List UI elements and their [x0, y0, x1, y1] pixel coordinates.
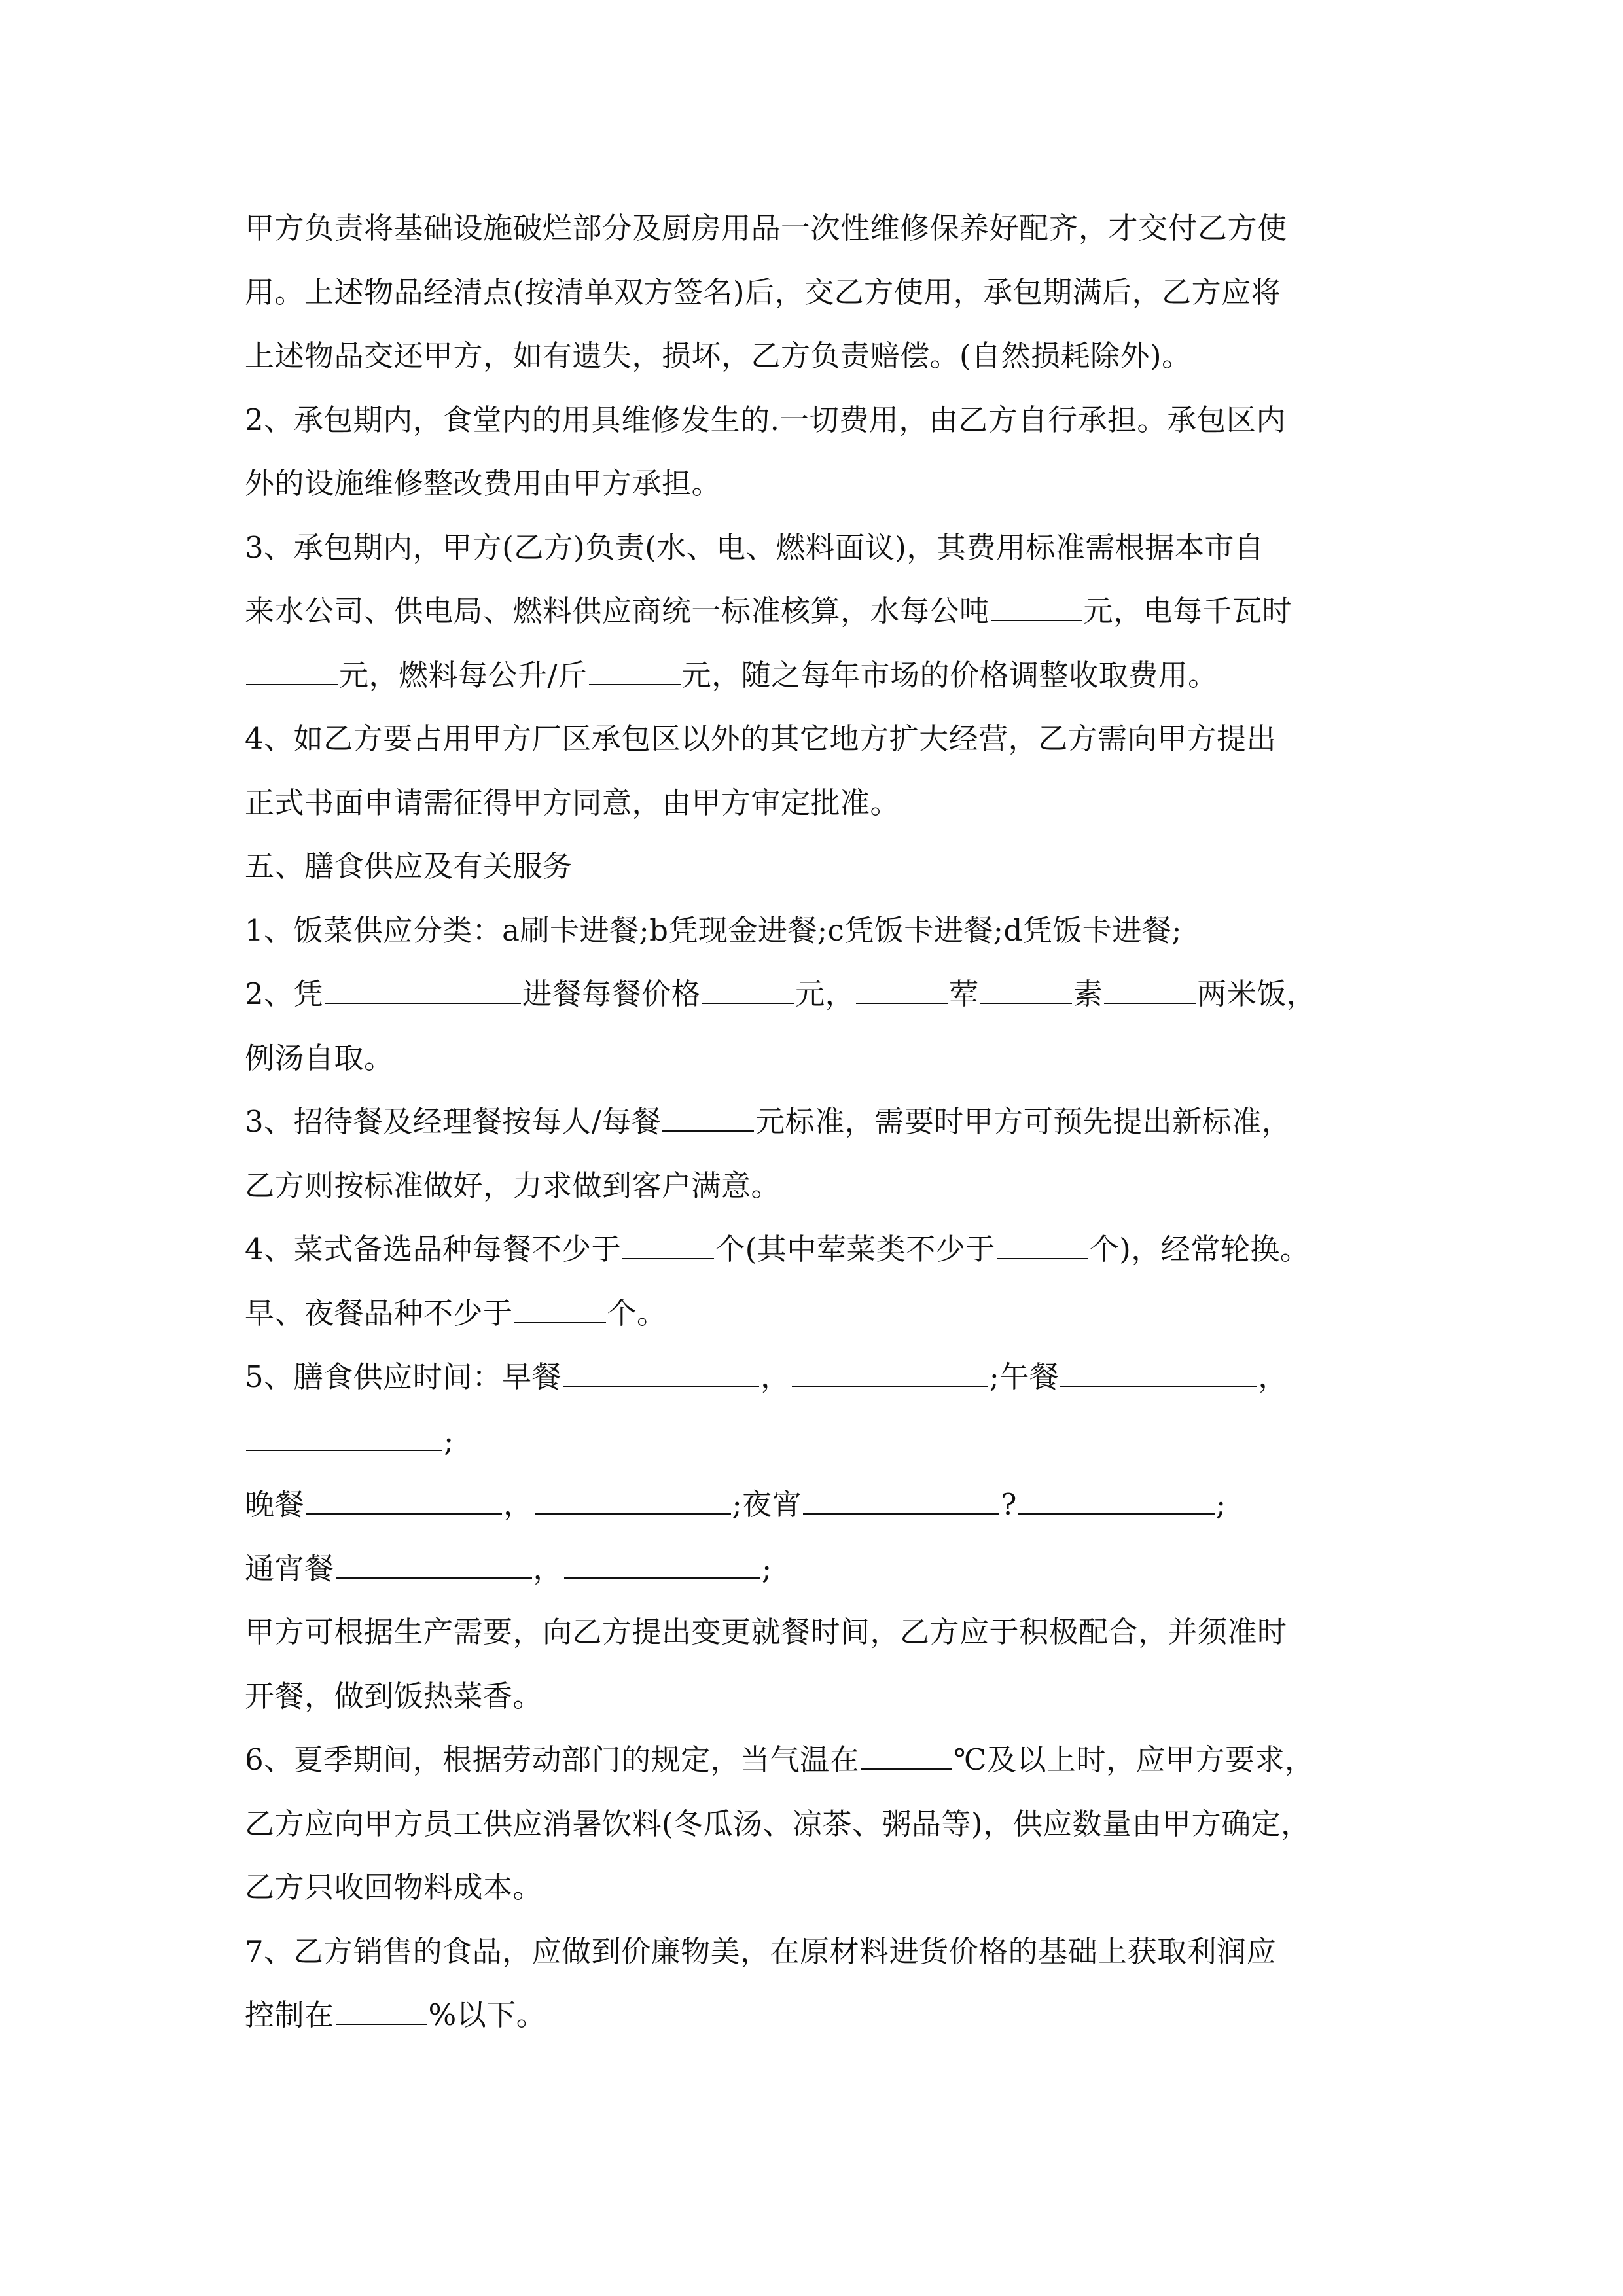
text-line: [245, 1856, 1410, 1920]
fill-in-blank: [306, 1479, 502, 1515]
text-line: [245, 1920, 1410, 1984]
text-segment: 元，随之每年市场的价格调整收取费用。: [681, 657, 1218, 692]
fill-in-blank: [246, 1416, 442, 1451]
text-segment: 4、菜式备选品种每餐不少于: [245, 1232, 622, 1266]
text-line: [245, 1664, 1410, 1729]
text-segment: 2、承包期内，食堂内的用具维修发生的.一切费用，由乙方自行承担。承包区内: [245, 402, 1286, 437]
text-segment: 3、承包期内，甲方(乙方)负责(水、电、燃料面议)，其费用标准需根据本市自: [245, 529, 1264, 565]
text-line: [245, 388, 1410, 452]
text-line: [245, 707, 1410, 771]
text-line: [245, 962, 1410, 1026]
text-segment: 进餐每餐价格: [522, 977, 702, 1011]
fill-in-blank: [1104, 969, 1196, 1004]
text-segment: 个。: [607, 1295, 667, 1331]
text-line: [245, 1537, 1410, 1601]
fill-in-blank: [662, 1096, 754, 1132]
text-segment: 两米饭，: [1197, 977, 1317, 1011]
text-segment: 通宵餐: [245, 1551, 334, 1586]
fill-in-blank: [861, 1734, 952, 1770]
fill-in-blank: [325, 969, 521, 1004]
text-segment: 外的设施维修整改费用由甲方承担。: [245, 466, 722, 501]
text-segment: 4、如乙方要占用甲方厂区承包区以外的其它地方扩大经营，乙方需向甲方提出: [245, 721, 1277, 756]
text-line: [245, 1792, 1410, 1856]
text-segment: 五、膳食供应及有关服务: [245, 849, 573, 884]
text-segment: 正式书面申请需征得甲方同意，由甲方审定批准。: [245, 785, 901, 820]
text-line: [245, 1473, 1410, 1537]
text-segment: 荤: [949, 977, 979, 1011]
text-segment: 6、夏季期间，根据劳动部门的规定，当气温在: [245, 1742, 860, 1777]
text-segment: 元，: [795, 977, 855, 1011]
text-segment: ;午餐: [989, 1359, 1060, 1394]
text-segment: %以下。: [428, 1998, 546, 2032]
text-segment: 个(其中荤菜类不少于: [715, 1232, 995, 1266]
text-line: [245, 1983, 1410, 2047]
text-segment: 晚餐: [245, 1487, 305, 1522]
fill-in-blank: [1018, 1479, 1215, 1515]
text-line: [245, 1282, 1410, 1346]
fill-in-blank: [535, 1479, 731, 1515]
text-segment: 1、饭菜供应分类：a刷卡进餐;b凭现金进餐;c凭饭卡进餐;d凭饭卡进餐;: [245, 912, 1182, 948]
fill-in-blank: [622, 1224, 714, 1259]
text-line: [245, 324, 1410, 388]
fill-in-blank: [514, 1288, 606, 1323]
text-segment: ;: [1215, 1487, 1226, 1522]
fill-in-blank: [564, 1543, 760, 1579]
text-segment: 甲方负责将基础设施破烂部分及厨房用品一次性维修保养好配齐，才交付乙方使: [245, 211, 1287, 245]
fill-in-blank: [792, 1352, 988, 1387]
text-segment: 2、凭: [245, 977, 324, 1011]
text-segment: ℃及以上时，应甲方要求，: [954, 1742, 1315, 1777]
fill-in-blank: [803, 1479, 999, 1515]
text-segment: 例汤自取。: [245, 1040, 394, 1075]
text-line: [245, 643, 1410, 708]
text-segment: ;夜宵: [732, 1487, 802, 1522]
text-segment: 甲方可根据生产需要，向乙方提出变更就餐时间，乙方应于积极配合，并须准时: [245, 1615, 1287, 1649]
text-line: [245, 196, 1410, 260]
text-line: [245, 1217, 1410, 1282]
text-segment: ?: [1001, 1487, 1017, 1522]
text-segment: ，: [533, 1551, 563, 1586]
text-segment: 用。上述物品经清点(按清单双方签名)后，交乙方使用，承包期满后，乙方应将: [245, 274, 1281, 310]
text-line: [245, 1345, 1410, 1409]
fill-in-blank: [997, 1224, 1088, 1259]
text-line: [245, 260, 1410, 325]
text-line: [245, 1728, 1410, 1792]
fill-in-blank: [246, 650, 338, 685]
text-segment: ;: [762, 1551, 772, 1586]
text-segment: 素: [1073, 977, 1103, 1011]
fill-in-blank: [991, 586, 1082, 621]
text-segment: 控制在: [245, 1998, 334, 2032]
text-segment: 早、夜餐品种不少于: [245, 1295, 513, 1331]
text-line: [245, 452, 1410, 516]
text-line: [245, 834, 1410, 899]
text-segment: 5、膳食供应时间：早餐: [245, 1359, 562, 1394]
fill-in-blank: [336, 1543, 532, 1579]
fill-in-blank: [589, 650, 681, 685]
fill-in-blank: [980, 969, 1072, 1004]
text-line: [245, 1090, 1410, 1154]
fill-in-blank: [1060, 1352, 1257, 1387]
text-line: [245, 1409, 1410, 1473]
text-line: [245, 516, 1410, 580]
text-line: [245, 1600, 1410, 1664]
text-segment: 元，电每千瓦时: [1083, 594, 1293, 628]
text-segment: ，: [1258, 1359, 1288, 1394]
fill-in-blank: [336, 1990, 427, 2025]
text-segment: 乙方则按标准做好，力求做到客户满意。: [245, 1168, 781, 1203]
fill-in-blank: [563, 1352, 759, 1387]
text-segment: 来水公司、供电局、燃料供应商统一标准核算，水每公吨: [245, 594, 990, 628]
text-segment: 元，燃料每公升/斤: [339, 657, 588, 692]
text-segment: 上述物品交还甲方，如有遗失，损坏，乙方负责赔偿。(自然损耗除外)。: [245, 338, 1192, 373]
text-segment: ;: [444, 1423, 454, 1458]
text-line: [245, 899, 1410, 963]
text-segment: 元标准，需要时甲方可预先提出新标准，: [755, 1104, 1292, 1139]
text-segment: 7、乙方销售的食品，应做到价廉物美，在原材料进货价格的基础上获取利润应: [245, 1933, 1277, 1969]
text-line: [245, 771, 1410, 835]
text-segment: 开餐，做到饭热菜香。: [245, 1678, 543, 1713]
text-line: [245, 579, 1410, 643]
text-segment: 乙方应向甲方员工供应消暑饮料(冬瓜汤、凉茶、粥品等)，供应数量由甲方确定，: [245, 1806, 1311, 1841]
text-segment: ，: [760, 1359, 791, 1394]
text-line: [245, 1154, 1410, 1218]
text-segment: ，: [503, 1487, 533, 1522]
text-line: [245, 1026, 1410, 1090]
fill-in-blank: [856, 969, 948, 1004]
fill-in-blank: [702, 969, 794, 1004]
text-segment: 3、招待餐及经理餐按每人/每餐: [245, 1104, 662, 1139]
text-segment: 个)，经常轮换。: [1089, 1232, 1310, 1266]
contract-text-block: [245, 196, 1410, 2047]
text-segment: 乙方只收回物料成本。: [245, 1870, 543, 1905]
